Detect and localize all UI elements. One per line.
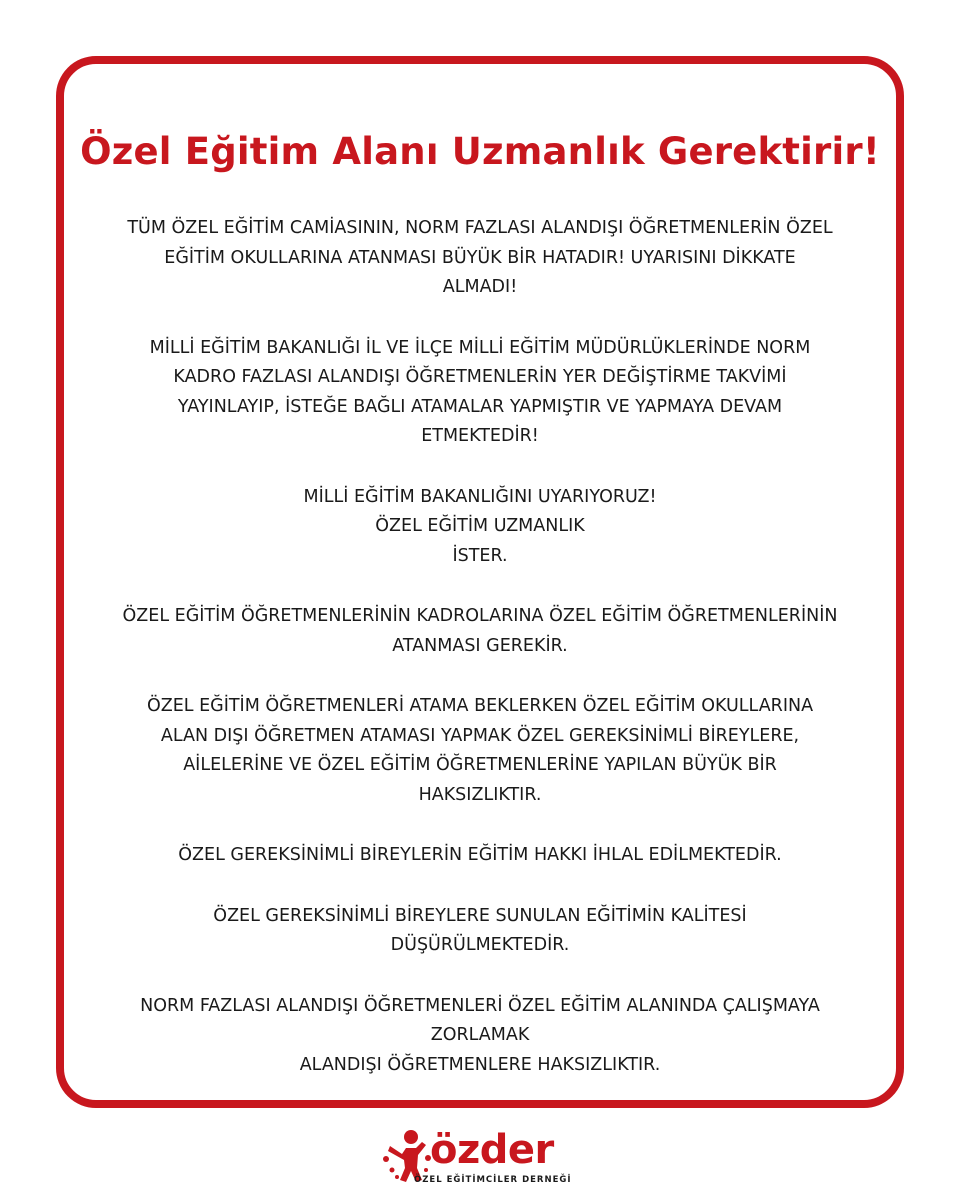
paragraph-line: NORM FAZLASI ALANDIŞI ÖĞRETMENLERİ ÖZEL EĞİTİM ALANINDA ÇALIŞMAYA [140,995,820,1016]
paragraph-line: ZORLAMAK [430,1025,530,1045]
paragraph-line: ALAN DIŞI ÖĞRETMEN ATAMASI YAPMAK ÖZEL GEREKSİNİMLİ BİREYLERE, [160,725,800,746]
paragraph-line: ÖZEL EĞİTİM UZMANLIK [375,516,585,536]
paragraph-line: MİLLİ EĞİTİM BAKANLIĞI İL VE İLÇE MİLLİ EĞİTİM MÜDÜRLÜKLERİNDE NORM [149,337,811,358]
page-title: Özel Eğitim Alanı Uzmanlık Gerektirir! [80,130,880,173]
paragraph-line: ÖZEL GEREKSİNİMLİ BİREYLERE SUNULAN EĞİTİMİN KALİTESİ [213,905,747,926]
paragraph-line: HAKSIZLIKTIR. [418,784,542,805]
paragraph-line: YAYINLAYIP, İSTEĞE BAĞLI ATAMALAR YAPMIŞTIR VE YAPMAYA DEVAM [177,396,783,417]
paragraph-5 [78,692,882,810]
paragraph-1 [78,214,882,303]
paragraph-line: ETMEKTEDİR! [421,426,539,446]
paragraph-4 [78,602,882,661]
paragraph-line: ALMADI! [442,277,518,297]
paragraph-line: ÖZEL EĞİTİM ÖĞRETMENLERİ ATAMA BEKLERKEN ÖZEL EĞİTİM OKULLARINA [146,696,814,716]
ozder-logo [380,1128,580,1188]
paragraph-8 [78,992,882,1081]
paragraph-line: DÜŞÜRÜLMEKTEDİR. [390,935,570,955]
paragraph-7 [78,902,882,961]
paragraph-2 [78,334,882,452]
paragraph-3 [78,483,882,572]
logo-tagline: ÖZEL EĞİTİMCİLER DERNEĞİ [414,1175,572,1185]
paragraph-line: İSTER. [452,545,508,566]
paragraph-line: EĞİTİM OKULLARINA ATANMASI BÜYÜK BİR HATADIR! UYARISINI DİKKATE [164,247,796,268]
statement-body [78,214,882,1111]
paragraph-line: ÖZEL EĞİTİM ÖĞRETMENLERİNİN KADROLARINA ÖZEL EĞİTİM ÖĞRETMENLERİNİN [122,606,838,626]
paragraph-line: AİLELERİNE VE ÖZEL EĞİTİM ÖĞRETMENLERİNE YAPILAN BÜYÜK BİR [183,755,777,775]
logo-wordmark: özder [430,1127,554,1173]
paragraph-line: ÖZEL GEREKSİNİMLİ BİREYLERİN EĞİTİM HAKKI İHLAL EDİLMEKTEDİR. [178,845,782,865]
paragraph-line: TÜM ÖZEL EĞİTİM CAMİASININ, NORM FAZLASI ALANDIŞI ÖĞRETMENLERİN ÖZEL [127,218,833,238]
paragraph-line: ALANDIŞI ÖĞRETMENLERE HAKSIZLIKTIR. [299,1054,661,1075]
paragraph-line: KADRO FAZLASI ALANDIŞI ÖĞRETMENLERİN YER DEĞİŞTİRME TAKVİMİ [173,367,787,387]
paragraph-line: ATANMASI GEREKİR. [392,635,568,656]
paragraph-6 [78,841,882,871]
paragraph-line: MİLLİ EĞİTİM BAKANLIĞINI UYARIYORUZ! [303,486,657,507]
